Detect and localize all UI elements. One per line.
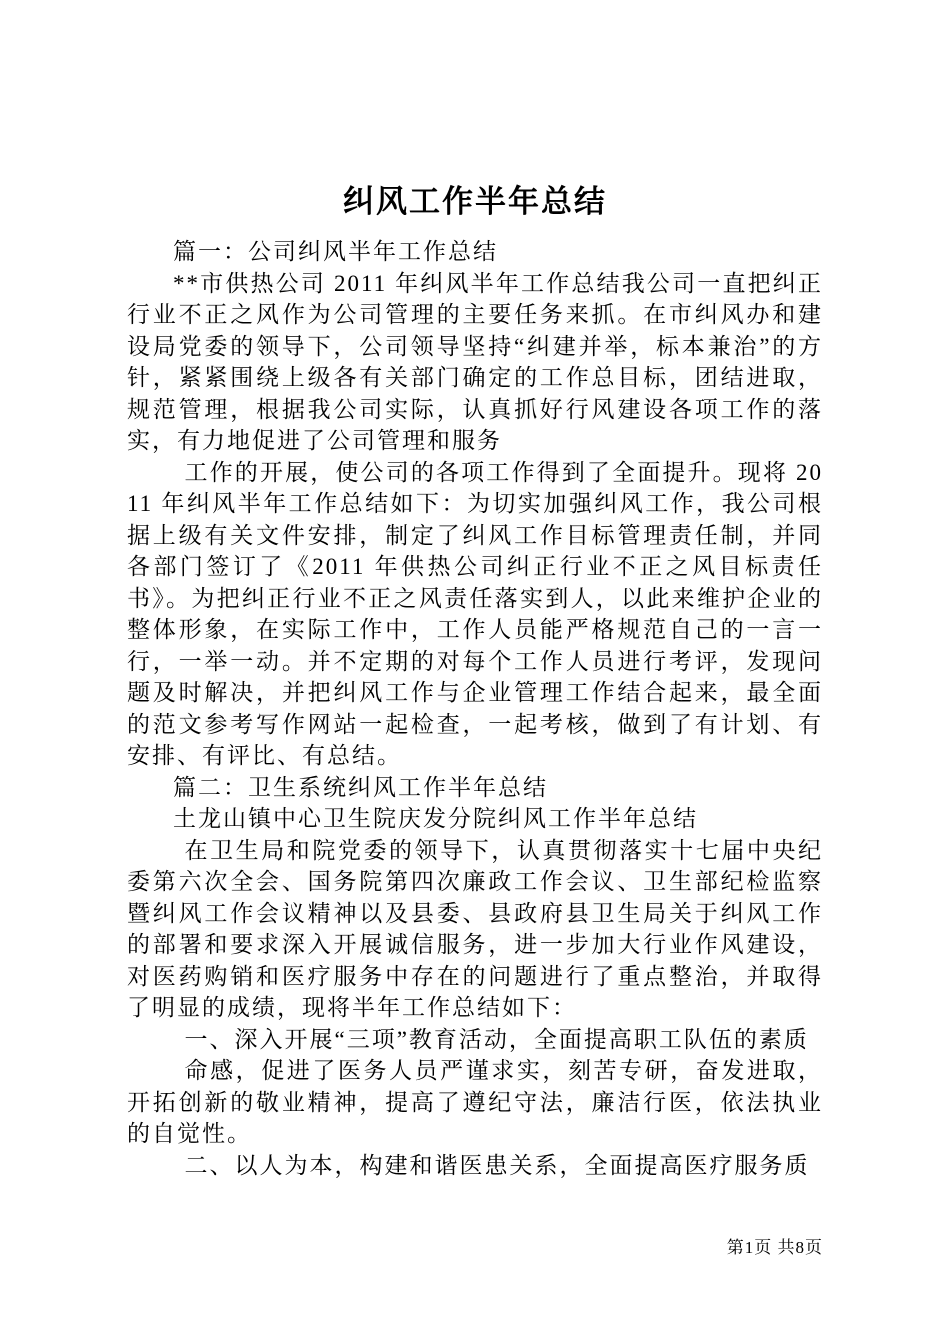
- paragraph: 二、以人为本，构建和谐医患关系，全面提高医疗服务质: [184, 1152, 810, 1178]
- paragraph: 篇二：卫生系统纠风工作半年总结: [173, 774, 548, 800]
- paragraph: 工作的开展，使公司的各项工作得到了全面提升。现将 2011 年纠风半年工作总结如下：为切实加强纠风工作，我公司根据上级有关文件安排，制定了纠风工作目标管理责任制，并同各部门签订了《2011 年供热公司纠正行业不正之风目标责任书》。为把纠正行业不正之风责任落实到人，以此来维护企业的整体形象，在实际工作中，工作人员能严格规范自己的一言一行，一举一动。并不定期的对每个工作人员进行考评，发现问题及时解决，并把纠风工作与企业管理工作结合起来，最全面的范文参考写作网站一起检查，一起考核，做到了有计划、有安排、有评比、有总结。: [127, 459, 823, 768]
- paragraph: 在卫生局和院党委的领导下，认真贯彻落实十七届中央纪委第六次全会、国务院第四次廉政工作会议、卫生部纪检监察暨纠风工作会议精神以及县委、县政府县卫生局关于纠风工作的部署和要求深入开展诚信服务，进一步加大行业作风建设，对医药购销和医疗服务中存在的问题进行了重点整治，并取得了明显的成绩，现将半年工作总结如下：: [127, 837, 823, 1020]
- document-body: [127, 236, 823, 1181]
- document-title: 纠风工作半年总结: [343, 184, 607, 219]
- paragraph: 篇一：公司纠风半年工作总结: [173, 239, 498, 264]
- paragraph: 一、深入开展“三项”教育活动，全面提高职工队伍的素质: [184, 1026, 809, 1052]
- paragraph: 土龙山镇中心卫生院庆发分院纠风工作半年总结: [173, 806, 698, 831]
- page-number: 第1页 共8页: [726, 1238, 823, 1257]
- paragraph: **市供热公司 2011 年纠风半年工作总结我公司一直把纠正行业不正之风作为公司管理的主要任务来抓。在市纠风办和建设局党委的领导下，公司领导坚持“纠建并举，标本兼治”的方针，紧紧围绕上级各有关部门确定的工作总目标，团结进取，规范管理，根据我公司实际，认真抓好行风建设各项工作的落实，有力地促进了公司管理和服务: [127, 270, 823, 453]
- paragraph: 命感，促进了医务人员严谨求实，刻苦专研，奋发进取，开拓创新的敬业精神，提高了遵纪守法，廉洁行医，依法执业的自觉性。: [127, 1058, 823, 1146]
